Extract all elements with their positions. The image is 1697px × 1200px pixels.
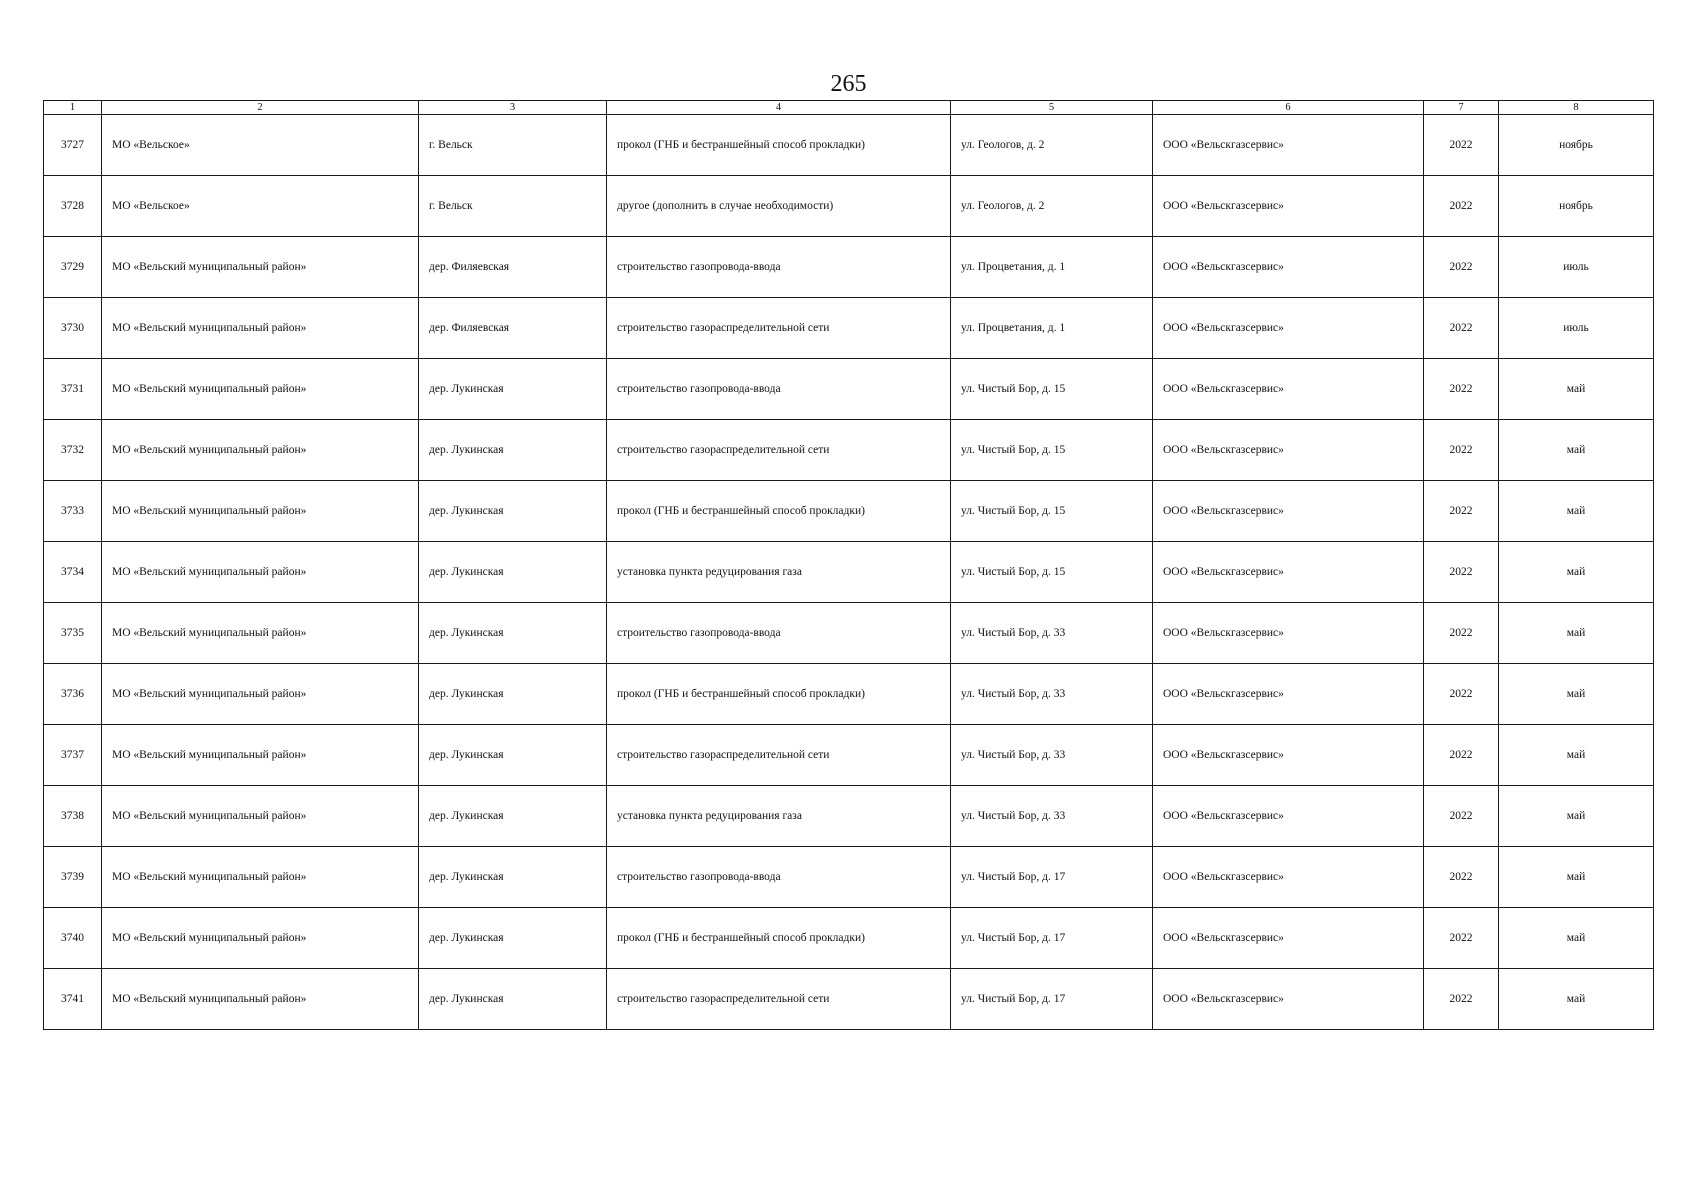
month-cell: май [1499,481,1654,542]
column-header: 6 [1153,101,1424,115]
settlement-cell: дер. Филяевская [419,237,607,298]
organization-cell: ООО «Вельскгазсервис» [1153,786,1424,847]
year-cell: 2022 [1424,725,1499,786]
table-header [44,101,1654,115]
municipality-cell: МО «Вельский муниципальный район» [102,359,419,420]
year-cell: 2022 [1424,786,1499,847]
organization-cell: ООО «Вельскгазсервис» [1153,237,1424,298]
column-header: 7 [1424,101,1499,115]
column-header: 5 [951,101,1153,115]
organization-cell: ООО «Вельскгазсервис» [1153,481,1424,542]
row-number: 3735 [44,603,102,664]
work-type-cell: прокол (ГНБ и бестраншейный способ прокладки) [607,664,951,725]
month-cell: май [1499,359,1654,420]
row-number: 3729 [44,237,102,298]
address-cell: ул. Чистый Бор, д. 15 [951,542,1153,603]
organization-cell: ООО «Вельскгазсервис» [1153,908,1424,969]
settlement-cell: г. Вельск [419,176,607,237]
work-type-cell: строительство газораспределительной сети [607,969,951,1030]
year-cell: 2022 [1424,237,1499,298]
work-type-cell: другое (дополнить в случае необходимости) [607,176,951,237]
row-number: 3728 [44,176,102,237]
settlement-cell: дер. Лукинская [419,420,607,481]
row-number: 3736 [44,664,102,725]
work-type-cell: строительство газопровода-ввода [607,603,951,664]
address-cell: ул. Процветания, д. 1 [951,237,1153,298]
table-row [44,115,1654,176]
month-cell: май [1499,542,1654,603]
settlement-cell: дер. Лукинская [419,786,607,847]
column-header: 1 [44,101,102,115]
work-type-cell: установка пункта редуцирования газа [607,542,951,603]
settlement-cell: дер. Филяевская [419,298,607,359]
row-number: 3740 [44,908,102,969]
organization-cell: ООО «Вельскгазсервис» [1153,969,1424,1030]
year-cell: 2022 [1424,481,1499,542]
settlement-cell: дер. Лукинская [419,664,607,725]
organization-cell: ООО «Вельскгазсервис» [1153,420,1424,481]
row-number: 3733 [44,481,102,542]
table-row [44,908,1654,969]
municipality-cell: МО «Вельский муниципальный район» [102,908,419,969]
organization-cell: ООО «Вельскгазсервис» [1153,847,1424,908]
column-header: 8 [1499,101,1654,115]
work-type-cell: строительство газопровода-ввода [607,237,951,298]
row-number: 3737 [44,725,102,786]
year-cell: 2022 [1424,176,1499,237]
month-cell: май [1499,908,1654,969]
settlement-cell: г. Вельск [419,115,607,176]
year-cell: 2022 [1424,298,1499,359]
organization-cell: ООО «Вельскгазсервис» [1153,664,1424,725]
organization-cell: ООО «Вельскгазсервис» [1153,298,1424,359]
municipality-cell: МО «Вельский муниципальный район» [102,298,419,359]
month-cell: ноябрь [1499,115,1654,176]
month-cell: июль [1499,237,1654,298]
table-row [44,298,1654,359]
address-cell: ул. Процветания, д. 1 [951,298,1153,359]
month-cell: ноябрь [1499,176,1654,237]
work-type-cell: строительство газопровода-ввода [607,359,951,420]
row-number: 3732 [44,420,102,481]
table-row [44,542,1654,603]
organization-cell: ООО «Вельскгазсервис» [1153,176,1424,237]
organization-cell: ООО «Вельскгазсервис» [1153,542,1424,603]
address-cell: ул. Чистый Бор, д. 33 [951,725,1153,786]
work-type-cell: установка пункта редуцирования газа [607,786,951,847]
header-row [44,101,1654,115]
organization-cell: ООО «Вельскгазсервис» [1153,603,1424,664]
table-row [44,481,1654,542]
address-cell: ул. Чистый Бор, д. 15 [951,481,1153,542]
table-row [44,420,1654,481]
table-row [44,847,1654,908]
settlement-cell: дер. Лукинская [419,725,607,786]
settlement-cell: дер. Лукинская [419,847,607,908]
address-cell: ул. Геологов, д. 2 [951,176,1153,237]
municipality-cell: МО «Вельский муниципальный район» [102,603,419,664]
year-cell: 2022 [1424,847,1499,908]
month-cell: май [1499,969,1654,1030]
year-cell: 2022 [1424,359,1499,420]
work-type-cell: строительство газораспределительной сети [607,420,951,481]
table-row [44,603,1654,664]
address-cell: ул. Чистый Бор, д. 17 [951,908,1153,969]
address-cell: ул. Чистый Бор, д. 17 [951,969,1153,1030]
year-cell: 2022 [1424,664,1499,725]
year-cell: 2022 [1424,969,1499,1030]
municipality-cell: МО «Вельский муниципальный район» [102,847,419,908]
table-row [44,786,1654,847]
municipality-cell: МО «Вельский муниципальный район» [102,237,419,298]
organization-cell: ООО «Вельскгазсервис» [1153,359,1424,420]
month-cell: май [1499,847,1654,908]
month-cell: май [1499,725,1654,786]
municipality-cell: МО «Вельский муниципальный район» [102,969,419,1030]
address-cell: ул. Чистый Бор, д. 33 [951,603,1153,664]
organization-cell: ООО «Вельскгазсервис» [1153,725,1424,786]
settlement-cell: дер. Лукинская [419,481,607,542]
year-cell: 2022 [1424,908,1499,969]
page-number: 265 [830,71,867,97]
table-row [44,664,1654,725]
table-row [44,237,1654,298]
municipality-cell: МО «Вельский муниципальный район» [102,420,419,481]
column-header: 4 [607,101,951,115]
month-cell: май [1499,786,1654,847]
year-cell: 2022 [1424,542,1499,603]
work-type-cell: прокол (ГНБ и бестраншейный способ прокладки) [607,115,951,176]
settlement-cell: дер. Лукинская [419,908,607,969]
column-header: 3 [419,101,607,115]
settlement-cell: дер. Лукинская [419,359,607,420]
table-body [44,115,1654,1030]
table-row [44,969,1654,1030]
month-cell: май [1499,603,1654,664]
work-type-cell: прокол (ГНБ и бестраншейный способ прокладки) [607,908,951,969]
table-row [44,359,1654,420]
settlement-cell: дер. Лукинская [419,603,607,664]
column-header: 2 [102,101,419,115]
work-type-cell: строительство газопровода-ввода [607,847,951,908]
row-number: 3730 [44,298,102,359]
address-cell: ул. Чистый Бор, д. 15 [951,359,1153,420]
municipality-cell: МО «Вельское» [102,115,419,176]
municipality-cell: МО «Вельский муниципальный район» [102,664,419,725]
municipality-cell: МО «Вельское» [102,176,419,237]
year-cell: 2022 [1424,420,1499,481]
municipality-cell: МО «Вельский муниципальный район» [102,481,419,542]
settlement-cell: дер. Лукинская [419,542,607,603]
organization-cell: ООО «Вельскгазсервис» [1153,115,1424,176]
address-cell: ул. Чистый Бор, д. 17 [951,847,1153,908]
address-cell: ул. Чистый Бор, д. 15 [951,420,1153,481]
month-cell: май [1499,420,1654,481]
work-type-cell: строительство газораспределительной сети [607,298,951,359]
month-cell: май [1499,664,1654,725]
row-number: 3734 [44,542,102,603]
table-row [44,176,1654,237]
work-type-cell: прокол (ГНБ и бестраншейный способ прокладки) [607,481,951,542]
row-number: 3727 [44,115,102,176]
row-number: 3738 [44,786,102,847]
municipality-cell: МО «Вельский муниципальный район» [102,725,419,786]
month-cell: июль [1499,298,1654,359]
address-cell: ул. Чистый Бор, д. 33 [951,786,1153,847]
settlement-cell: дер. Лукинская [419,969,607,1030]
row-number: 3731 [44,359,102,420]
work-type-cell: строительство газораспределительной сети [607,725,951,786]
municipality-cell: МО «Вельский муниципальный район» [102,786,419,847]
municipality-cell: МО «Вельский муниципальный район» [102,542,419,603]
row-number: 3741 [44,969,102,1030]
row-number: 3739 [44,847,102,908]
address-cell: ул. Геологов, д. 2 [951,115,1153,176]
year-cell: 2022 [1424,115,1499,176]
data-table [43,100,1654,1030]
address-cell: ул. Чистый Бор, д. 33 [951,664,1153,725]
year-cell: 2022 [1424,603,1499,664]
table-row [44,725,1654,786]
